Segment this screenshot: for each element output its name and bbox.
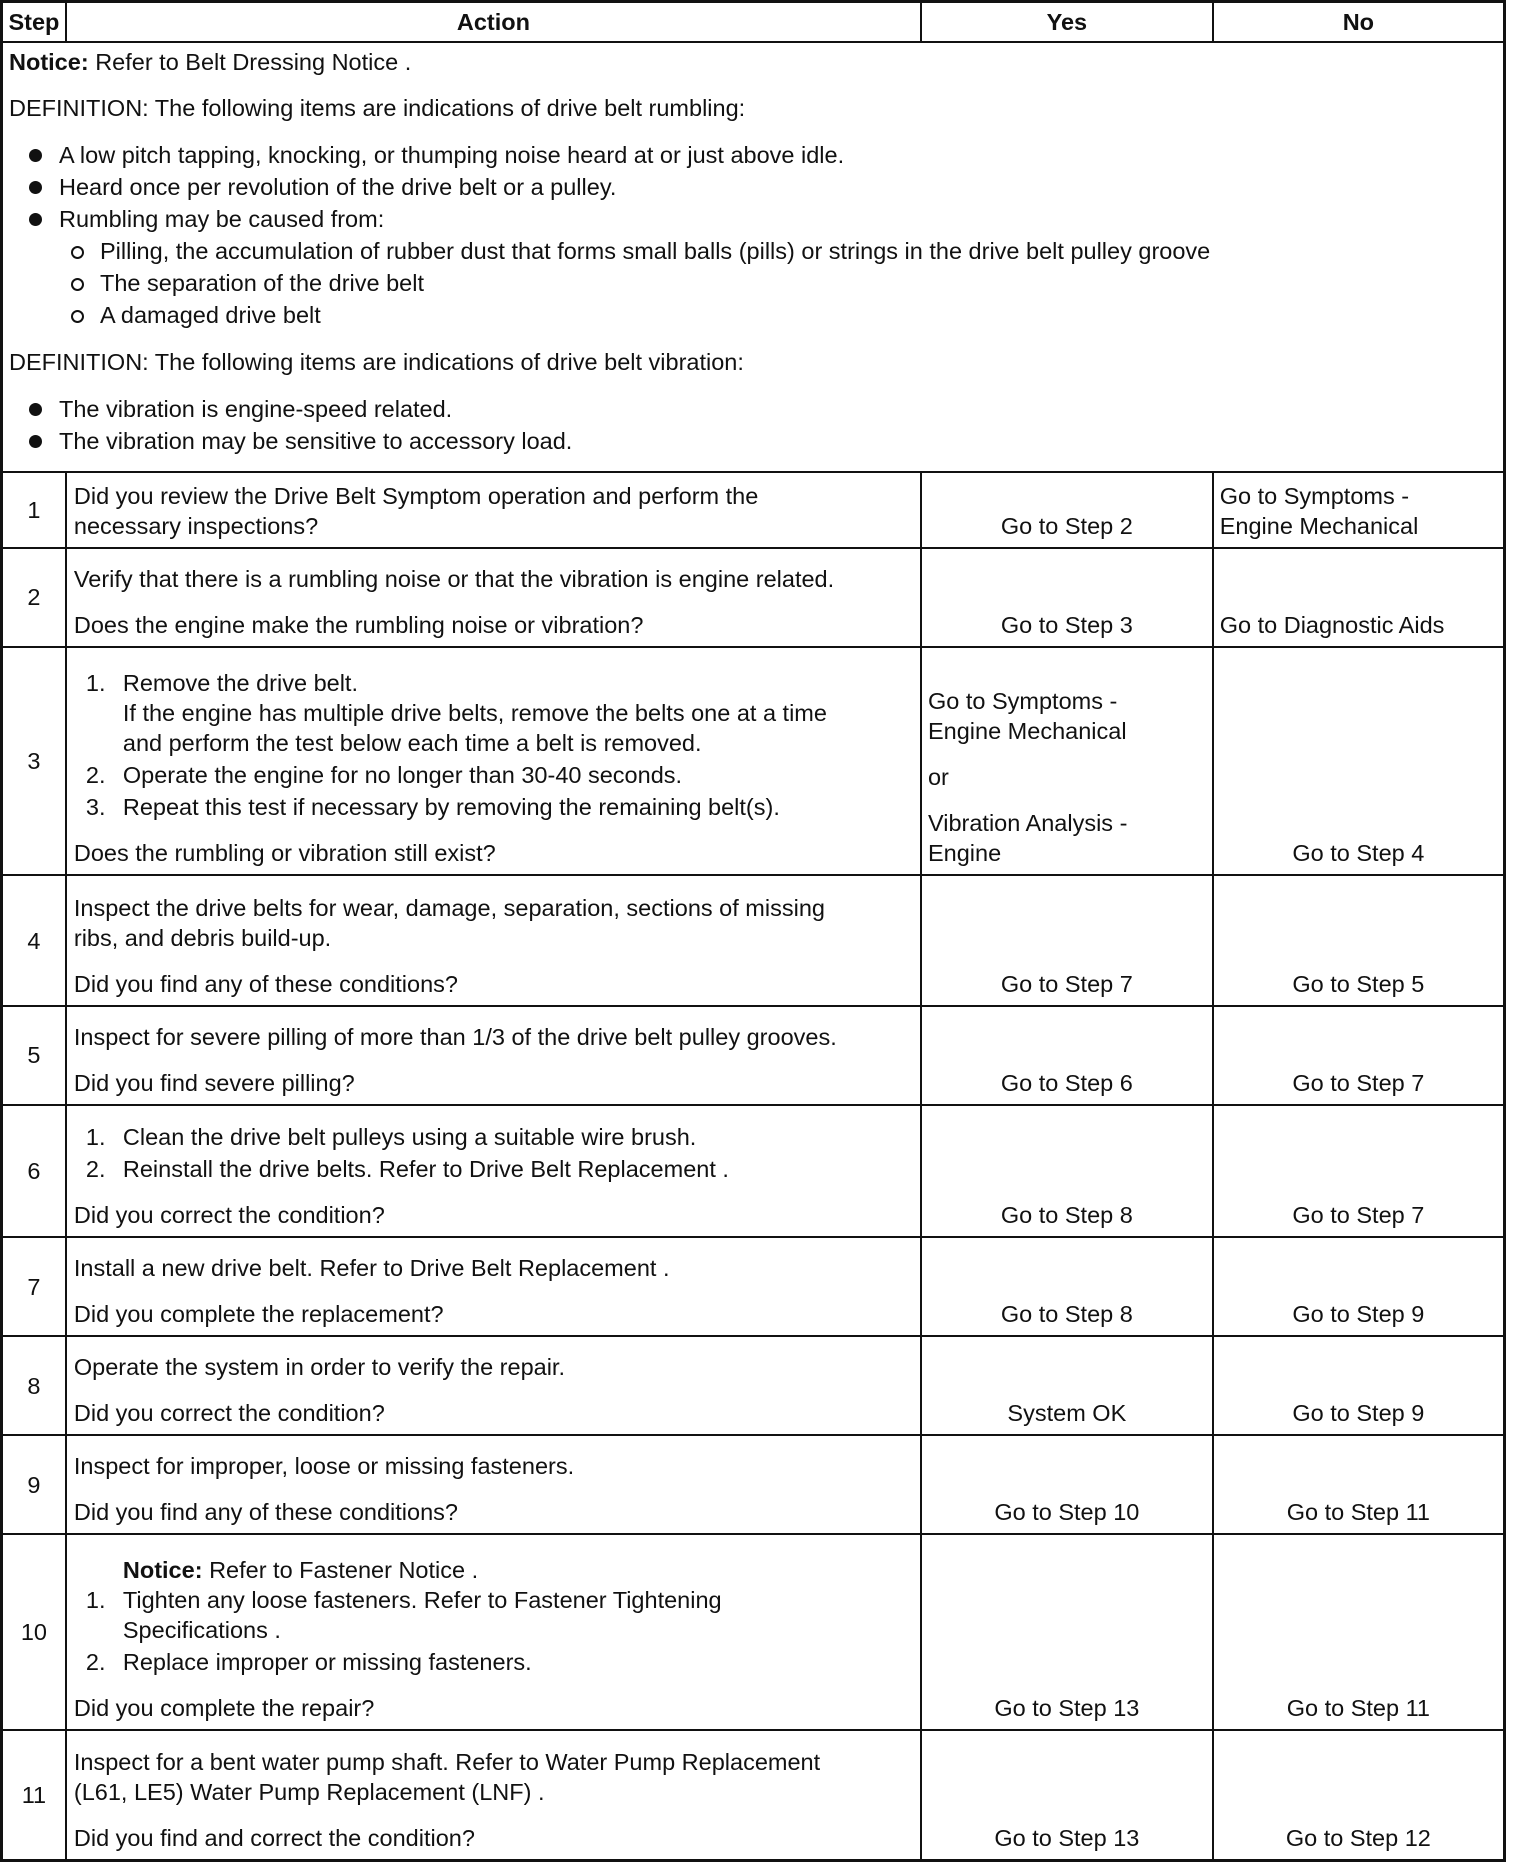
no-cell: Go to Diagnostic Aids xyxy=(1213,548,1505,647)
list-item: Rumbling may be caused from: Pilling, the accumulation of rubber dust that forms small balls (pills) or strings in the drive belt pulley groove The separation of the drive belt A damaged drive belt xyxy=(9,203,1497,331)
step-number: 9 xyxy=(2,1435,66,1534)
table-row xyxy=(2,1730,1505,1861)
no-cell: Go to Symptoms - Engine Mechanical xyxy=(1213,472,1505,547)
list-item: 2. Replace improper or missing fasteners. xyxy=(85,1648,532,1675)
yes-cell: Go to Step 13 xyxy=(921,1730,1213,1861)
list-item: 2. Reinstall the drive belts. Refer to Drive Belt Replacement . xyxy=(85,1156,729,1183)
no-cell: Go to Step 9 xyxy=(1213,1336,1505,1435)
header-step: Step xyxy=(2,2,66,43)
list-item: 1. Clean the drive belt pulleys using a suitable wire brush. xyxy=(85,1124,697,1151)
bullet-icon xyxy=(29,403,42,416)
header-action: Action xyxy=(66,2,921,43)
step-number: 2 xyxy=(2,548,66,647)
table-row xyxy=(2,647,1505,875)
list-item: 1. Tighten any loose fasteners. Refer to Fastener Tightening Specifications . xyxy=(85,1586,722,1643)
no-cell: Go to Step 7 xyxy=(1213,1105,1505,1238)
step-6-list xyxy=(74,1122,914,1184)
bullet-icon xyxy=(29,213,42,226)
step-number: 1 xyxy=(2,472,66,547)
step-action: Inspect for improper, loose or missing fasteners. Did you find any of these conditions? xyxy=(66,1435,921,1534)
yes-cell: Go to Step 2 xyxy=(921,472,1213,547)
step-action: Operate the system in order to verify the repair. Did you correct the condition? xyxy=(66,1336,921,1435)
step-action: 1. Remove the drive belt. If the engine has multiple drive belts, remove the belts one at a time and perform the test below each time a belt is removed. 2. Operate the engine for no longer than 30-40 seconds. 3. Repeat this test if necessary by removing the remaining belt(s). Does the rumbling or vibration still exist? xyxy=(66,647,921,875)
yes-cell: Go to Step 10 xyxy=(921,1435,1213,1534)
step-10-list xyxy=(74,1585,914,1677)
yes-cell: Go to Step 8 xyxy=(921,1105,1213,1238)
bullet-icon xyxy=(29,149,42,162)
circle-bullet-icon xyxy=(71,310,84,323)
no-cell: Go to Step 11 xyxy=(1213,1534,1505,1730)
yes-cell: Go to Step 6 xyxy=(921,1006,1213,1105)
step-number: 5 xyxy=(2,1006,66,1105)
yes-cell: Go to Step 13 xyxy=(921,1534,1213,1730)
step-number: 6 xyxy=(2,1105,66,1238)
definition-rumbling: DEFINITION: The following items are indications of drive belt rumbling: xyxy=(9,95,746,121)
list-item: The vibration may be sensitive to accessory load. xyxy=(9,425,1497,457)
notice-cell xyxy=(2,42,1505,472)
step-number: 3 xyxy=(2,647,66,875)
step-action: Verify that there is a rumbling noise or that the vibration is engine related. Does the engine make the rumbling noise or vibration? xyxy=(66,548,921,647)
list-item: The separation of the drive belt xyxy=(9,267,1497,299)
list-item: Heard once per revolution of the drive belt or a pulley. xyxy=(9,171,1497,203)
rumbling-causes-list xyxy=(9,235,1497,331)
list-item: 1. Remove the drive belt. If the engine has multiple drive belts, remove the belts one at a time and perform the test below each time a belt is removed. xyxy=(85,670,827,757)
step-number: 8 xyxy=(2,1336,66,1435)
yes-cell: Go to Step 8 xyxy=(921,1237,1213,1336)
rumbling-list xyxy=(9,139,1497,331)
bullet-icon xyxy=(29,435,42,448)
step-number: 4 xyxy=(2,875,66,1006)
table-row xyxy=(2,1237,1505,1336)
step-3-list xyxy=(74,668,914,822)
table-row xyxy=(2,1435,1505,1534)
table-row xyxy=(2,1006,1505,1105)
no-cell: Go to Step 7 xyxy=(1213,1006,1505,1105)
step-action: Inspect for a bent water pump shaft. Refer to Water Pump Replacement (L61, LE5) Water Pump Replacement (LNF) . Did you find and correct the condition? xyxy=(66,1730,921,1861)
step-action: Did you review the Drive Belt Symptom operation and perform the necessary inspections? xyxy=(66,472,921,547)
list-item: A damaged drive belt xyxy=(9,299,1497,331)
no-cell: Go to Step 9 xyxy=(1213,1237,1505,1336)
step-action: Install a new drive belt. Refer to Drive Belt Replacement . Did you complete the replacement? xyxy=(66,1237,921,1336)
list-item: A low pitch tapping, knocking, or thumping noise heard at or just above idle. xyxy=(9,139,1497,171)
table-row xyxy=(2,1105,1505,1238)
header-no: No xyxy=(1213,2,1505,43)
yes-cell: Go to Step 3 xyxy=(921,548,1213,647)
list-item: The vibration is engine-speed related. xyxy=(9,393,1497,425)
table-row xyxy=(2,1534,1505,1730)
table-row xyxy=(2,472,1505,547)
step-action: Notice: Refer to Fastener Notice . 1. Tighten any loose fasteners. Refer to Fastener Tightening Specifications . 2. Replace improper or missing fasteners. Did you complete the repair? xyxy=(66,1534,921,1730)
step-number: 11 xyxy=(2,1730,66,1861)
definition-vibration: DEFINITION: The following items are indications of drive belt vibration: xyxy=(9,349,744,375)
header-yes: Yes xyxy=(921,2,1213,43)
header-row xyxy=(2,2,1505,43)
step-action: Inspect the drive belts for wear, damage, separation, sections of missing ribs, and debris build-up. Did you find any of these conditions? xyxy=(66,875,921,1006)
vibration-list xyxy=(9,393,1497,457)
step-action: Inspect for severe pilling of more than 1/3 of the drive belt pulley grooves. Did you find severe pilling? xyxy=(66,1006,921,1105)
notice-row xyxy=(2,42,1505,472)
step-number: 10 xyxy=(2,1534,66,1730)
table-row xyxy=(2,1336,1505,1435)
no-cell: Go to Step 11 xyxy=(1213,1435,1505,1534)
table-row xyxy=(2,875,1505,1006)
table-row xyxy=(2,548,1505,647)
step-action: 1. Clean the drive belt pulleys using a suitable wire brush. 2. Reinstall the drive belts. Refer to Drive Belt Replacement . Did you correct the condition? xyxy=(66,1105,921,1238)
belt-dressing-notice: Notice: Refer to Belt Dressing Notice . xyxy=(9,49,412,75)
fastener-notice: Notice: Refer to Fastener Notice . xyxy=(122,1556,479,1583)
no-cell: Go to Step 5 xyxy=(1213,875,1505,1006)
step-number: 7 xyxy=(2,1237,66,1336)
yes-cell: Go to Step 7 xyxy=(921,875,1213,1006)
yes-cell: Go to Symptoms - Engine Mechanical or Vibration Analysis - Engine xyxy=(921,647,1213,875)
no-cell: Go to Step 12 xyxy=(1213,1730,1505,1861)
list-item: Pilling, the accumulation of rubber dust that forms small balls (pills) or strings in the drive belt pulley groove xyxy=(9,235,1497,267)
list-item: 3. Repeat this test if necessary by removing the remaining belt(s). xyxy=(85,794,780,821)
list-item: 2. Operate the engine for no longer than 30-40 seconds. xyxy=(85,762,683,789)
yes-cell: System OK xyxy=(921,1336,1213,1435)
circle-bullet-icon xyxy=(71,246,84,259)
bullet-icon xyxy=(29,181,42,194)
no-cell: Go to Step 4 xyxy=(1213,647,1505,875)
circle-bullet-icon xyxy=(71,278,84,291)
